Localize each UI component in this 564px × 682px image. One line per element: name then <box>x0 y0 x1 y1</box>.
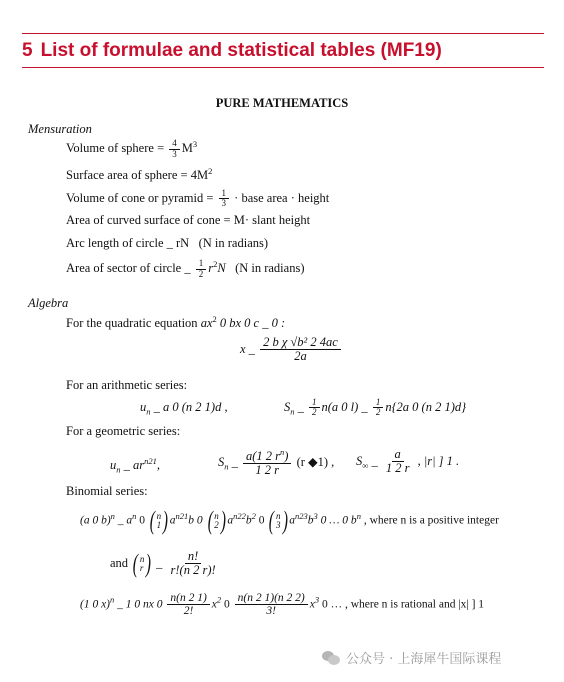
arith-half-2 <box>373 398 384 418</box>
subscript: n <box>224 461 229 472</box>
binomial-coefficient-r: ( n r ) <box>132 548 152 578</box>
exponent: n <box>356 510 361 521</box>
arith-intro: For an arithmetic series: <box>66 378 188 392</box>
binomial-condition: , where n is a positive integer <box>363 514 499 527</box>
exponent: n <box>110 510 115 521</box>
exponent: n22 <box>233 510 246 521</box>
binomial-lhs: (a 0 b) <box>80 514 111 527</box>
coef-bottom: 2 <box>214 520 219 530</box>
binomial-intro: Binomial series: <box>66 484 148 498</box>
fraction-numerator: n(n 2 1)(n 2 2) <box>235 592 308 605</box>
fraction-denominator: 3 <box>172 148 177 159</box>
geo-infinite-condition: , |r| ] 1 . <box>417 453 460 468</box>
fraction-numerator: 1 <box>196 259 207 269</box>
sphere-surface-text: Surface area of sphere = 4M <box>66 168 209 183</box>
binomial-t3b: b <box>307 514 314 527</box>
exponent: n21 <box>144 456 157 466</box>
section-heading-title: List of formulae and statistical tables (MF19) <box>40 40 442 61</box>
binomial-formula: (a 0 b)$^n$ _ $a^n$ 0 ( n 1 ) $a^{n21}b$ 0 ( n 2 ) $a^{n22}b^2$ 0 ( n 3 ) $a^{n23}b^3$ 0 … 0 $b^n$ , where n is a positive integer <box>80 506 499 535</box>
binomial2-condition: 0 … , where n is rational and |x| ] 1 <box>321 598 485 611</box>
geo-sum-fraction <box>243 448 291 478</box>
geo-u-rhs: _ ar <box>123 458 145 473</box>
geo-intro: For a geometric series: <box>66 424 181 438</box>
sector-area-r: r <box>208 261 214 276</box>
fraction-denominator: 2 <box>375 407 381 418</box>
pure-maths-title: PURE MATHEMATICS <box>215 96 349 110</box>
fraction-numerator: 1 <box>309 398 320 408</box>
geo-sum-formula <box>218 448 334 478</box>
watermark-text: 公众号 · 上海犀牛国际课程 <box>346 652 502 667</box>
quadratic-eq: ax <box>200 316 213 331</box>
arith-half <box>309 398 320 418</box>
fraction-denominator: 3 <box>221 198 227 209</box>
subscript: n <box>146 406 151 417</box>
subscript: ∞ <box>362 460 369 471</box>
geo-num-end: ) <box>284 449 289 464</box>
exponent: n23 <box>294 510 308 521</box>
sector-area-angle: N <box>217 261 226 276</box>
sphere-volume-text: Volume of sphere = <box>66 141 168 156</box>
sector-area-fraction <box>196 259 207 279</box>
binomial2-lhs: (1 0 x) <box>80 598 111 611</box>
binomial-t1: a <box>169 514 176 527</box>
sphere-volume-tail: M <box>181 141 193 156</box>
geo-sum-condition: (r ◆1) , <box>296 454 335 469</box>
binomial-t3: a <box>289 514 295 527</box>
geo-term-formula <box>110 456 160 475</box>
page-heading <box>22 40 442 62</box>
coef-top: n <box>214 510 219 521</box>
binomial-coefficient-1: ( n 1 ) <box>149 506 169 535</box>
fraction-denominator: r!(n 2 r)! <box>170 563 216 578</box>
sector-area-formula <box>66 259 304 279</box>
exponent: n21 <box>175 510 189 521</box>
sector-area-text: Area of sector of circle _ <box>66 261 191 276</box>
wechat-icon <box>322 651 340 665</box>
fraction-denominator: 3! <box>266 605 276 618</box>
geo-num: a(1 2 r <box>246 449 281 464</box>
exponent: 2 <box>251 510 256 521</box>
binomial-coefficient-fraction <box>168 550 219 578</box>
coef-top: n <box>156 510 162 521</box>
fraction-numerator: n! <box>185 550 201 564</box>
coef-top: n <box>276 510 281 521</box>
quadratic-denominator: 2a <box>294 349 307 364</box>
arith-s-rhs: n{2a 0 (n 2 1)d} <box>385 400 467 415</box>
coef-bottom: 1 <box>156 520 162 530</box>
binomial2-x3: x <box>309 598 315 611</box>
section-number: 5 <box>22 40 33 61</box>
fraction-denominator: 1 2 r <box>385 461 410 476</box>
geo-u-end: , <box>156 458 160 473</box>
fraction-denominator: 2 <box>312 407 317 418</box>
sphere-surface-formula <box>66 166 212 183</box>
fraction-numerator: 1 <box>373 398 384 408</box>
binomial2-fraction-2 <box>235 592 308 618</box>
sphere-volume-fraction <box>169 139 180 159</box>
geo-sinf-eq: _ <box>371 453 378 468</box>
binomial-coefficient-definition: and ( n r ) _ $\frac{n!}{r!(n 2 r)!}$ <box>110 550 221 578</box>
algebra-label: Algebra <box>28 296 69 310</box>
arith-u-rhs: _ a 0 (n 2 1)d , <box>153 400 228 414</box>
header-bottom-rule <box>22 67 544 68</box>
subscript: n <box>290 406 295 417</box>
exponent: 3 <box>192 139 198 149</box>
coef-top: n <box>139 553 145 564</box>
arith-sum-formula <box>284 398 466 418</box>
geo-sinf: S <box>356 453 363 468</box>
arith-u: u <box>140 400 147 414</box>
header-top-rule <box>22 33 544 34</box>
arc-length-text: Arc length of circle _ rN <box>66 236 190 250</box>
quadratic-intro-text: For the quadratic equation <box>66 316 198 331</box>
coef-bottom: r <box>139 562 144 573</box>
geo-s-eq: _ <box>231 454 238 469</box>
exponent: 2 <box>212 314 217 324</box>
binomial-coefficient-2: ( n 2 ) <box>207 506 226 535</box>
fraction-numerator: n(n 2 1) <box>167 592 209 605</box>
exponent: 3 <box>314 594 320 605</box>
cone-volume-fraction <box>219 189 230 209</box>
exponent: n <box>110 594 115 605</box>
geo-s: S <box>218 454 225 469</box>
arc-length-note: (N in radians) <box>198 236 269 250</box>
quadratic-fraction <box>260 336 341 364</box>
wechat-watermark <box>322 648 501 667</box>
binomial-end: 0 … 0 b <box>320 514 357 527</box>
geo-u: u <box>110 458 117 473</box>
binomial2-x2: x <box>211 598 217 611</box>
binomial2-plus: 0 <box>224 598 230 611</box>
arc-length-formula <box>66 236 268 251</box>
fraction-denominator: 2 <box>198 268 204 279</box>
binomial-t2b: b <box>245 514 252 527</box>
binomial-eq: _ a <box>117 514 133 527</box>
binomial-t2: a <box>227 514 234 527</box>
geo-infinite-fraction <box>383 448 413 476</box>
fraction-denominator: 2! <box>183 605 194 618</box>
binomial-and: and <box>110 555 129 570</box>
quadratic-eq-tail: 0 bx 0 c _ 0 : <box>216 316 286 331</box>
exponent: n <box>132 510 137 521</box>
exponent: 3 <box>313 510 318 521</box>
coef-bottom: 3 <box>276 520 281 530</box>
exponent: n <box>280 447 285 457</box>
binomial-coefficient-3: ( n 3 ) <box>269 506 288 535</box>
quadratic-formula <box>240 336 343 364</box>
arith-s: S <box>284 400 291 415</box>
cone-volume-text: Volume of cone or pyramid = <box>66 191 217 206</box>
fraction-denominator: 1 2 r <box>255 463 280 478</box>
subscript: n <box>116 464 121 475</box>
arith-s-eq: _ <box>297 400 304 415</box>
binomial-rational-formula <box>80 592 484 618</box>
sector-area-note: (N in radians) <box>235 261 305 276</box>
fraction-numerator: a <box>392 448 404 462</box>
mensuration-label: Mensuration <box>28 122 92 136</box>
exponent: 2 <box>208 166 213 176</box>
arith-s-mid: n(a 0 l) _ <box>321 400 368 415</box>
cone-surface-formula: Area of curved surface of cone = M· slant height <box>66 213 311 227</box>
binomial2-fraction-1 <box>167 592 209 618</box>
geo-infinite-sum-formula <box>356 448 459 476</box>
binomial-t1b: b 0 <box>188 514 203 527</box>
quadratic-intro <box>66 314 285 331</box>
cone-volume-tail: · base area · height <box>234 191 330 206</box>
fraction-numerator: 1 <box>219 189 230 199</box>
exponent: 2 <box>213 259 218 269</box>
quadratic-x: x _ <box>240 341 255 356</box>
fraction-numerator <box>243 448 291 464</box>
binomial2-mid: _ 1 0 nx 0 <box>117 598 163 611</box>
arith-term-formula <box>140 400 228 417</box>
sphere-volume-formula <box>66 139 197 159</box>
fraction-numerator: 4 <box>169 139 180 149</box>
cone-volume-formula <box>66 189 329 209</box>
quadratic-numerator: 2 b χ √b² 2 4ac <box>260 336 341 350</box>
exponent: 2 <box>216 594 222 605</box>
